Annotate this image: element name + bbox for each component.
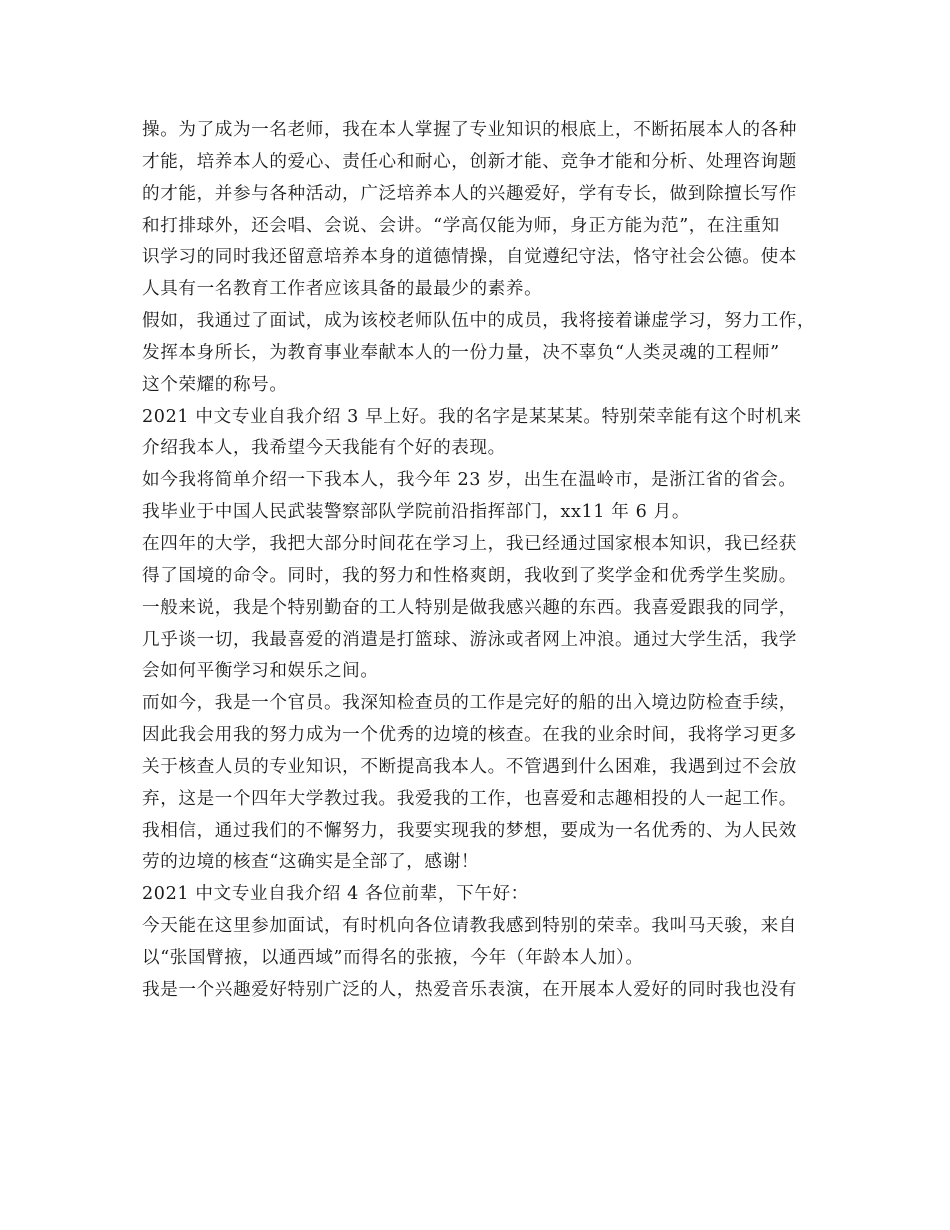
document-body: [142, 115, 822, 1007]
text-line: 今天能在这里参加面试，有时机向各位请教我感到特别的荣幸。我叫马天骏，来自: [142, 916, 797, 937]
text-line: 介绍我本人，我希望今天我能有个好的表现。: [142, 438, 506, 459]
text-line: 发挥本身所长，为教育事业奉献本人的一份力量，决不辜负“人类灵魂的工程师”: [142, 342, 780, 363]
text-line: 几乎谈一切，我最喜爱的消遣是打篮球、游泳或者网上冲浪。通过大学生活，我学: [142, 629, 797, 650]
text-line: 我毕业于中国人民武装警察部队学院前沿指挥部门，xx11 年 6 月。: [142, 502, 691, 523]
text-line: 才能，培养本人的爱心、责任心和耐心，创新才能、竞争才能和分析、处理咨询题: [142, 151, 797, 172]
text-line: 因此我会用我的努力成为一个优秀的边境的核查。在我的业余时间，我将学习更多: [142, 725, 797, 746]
text-line: 而如今，我是一个官员。我深知检查员的工作是完好的船的出入境边防检查手续，: [142, 693, 797, 714]
text-line: 弃，这是一个四年大学教过我。我爱我的工作，也喜爱和志趣相投的人一起工作。: [142, 788, 797, 809]
text-line: 和打排球外，还会唱、会说、会讲。“学高仅能为师，身正方能为范”，在注重知: [142, 215, 780, 236]
text-line: 识学习的同时我还留意培养本身的道德情操，自觉遵纪守法，恪守社会公德。使本: [142, 247, 797, 268]
text-line: 假如，我通过了面试，成为该校老师队伍中的成员，我将接着谦虚学习，努力工作，: [142, 311, 816, 332]
text-line: 劳的边境的核查“这确实是全部了，感谢！: [142, 852, 480, 873]
text-line: 操。为了成为一名老师，我在本人掌握了专业知识的根底上，不断拓展本人的各种: [142, 120, 797, 140]
text-line: 以“张国臂掖，以通西域”而得名的张掖，今年（年龄本人加）。: [142, 947, 644, 968]
text-line: 我相信，通过我们的不懈努力，我要实现我的梦想，要成为一名优秀的、为人民效: [142, 820, 797, 841]
text-line: 2021 中文专业自我介绍 3 早上好。我的名字是某某某。特别荣幸能有这个时机来: [142, 406, 802, 427]
text-line: 在四年的大学，我把大部分时间花在学习上，我已经通过国家根本知识，我已经获: [142, 533, 797, 554]
text-line: 得了国境的命令。同时，我的努力和性格爽朗，我收到了奖学金和优秀学生奖励。: [142, 565, 797, 586]
text-line: 会如何平衡学习和娱乐之间。: [142, 661, 379, 682]
text-line: 关于核查人员的专业知识，不断提高我本人。不管遇到什么困难，我遇到过不会放: [142, 756, 797, 777]
text-line: 这个荣耀的称号。: [142, 374, 288, 395]
text-line: 如今我将简单介绍一下我本人，我今年 23 岁，出生在温岭市，是浙江省的省会。: [142, 470, 797, 491]
text-line: 2021 中文专业自我介绍 4 各位前辈，下午好：: [142, 884, 529, 905]
text-line: 一般来说，我是个特别勤奋的工人特别是做我感兴趣的东西。我喜爱跟我的同学，: [142, 597, 797, 618]
text-line: 人具有一名教育工作者应该具备的最最少的素养。: [142, 279, 543, 300]
text-line: 我是一个兴趣爱好特别广泛的人，热爱音乐表演，在开展本人爱好的同时我也没有: [142, 979, 797, 1000]
text-line: 的才能，并参与各种活动，广泛培养本人的兴趣爱好，学有专长，做到除擅长写作: [142, 183, 797, 204]
